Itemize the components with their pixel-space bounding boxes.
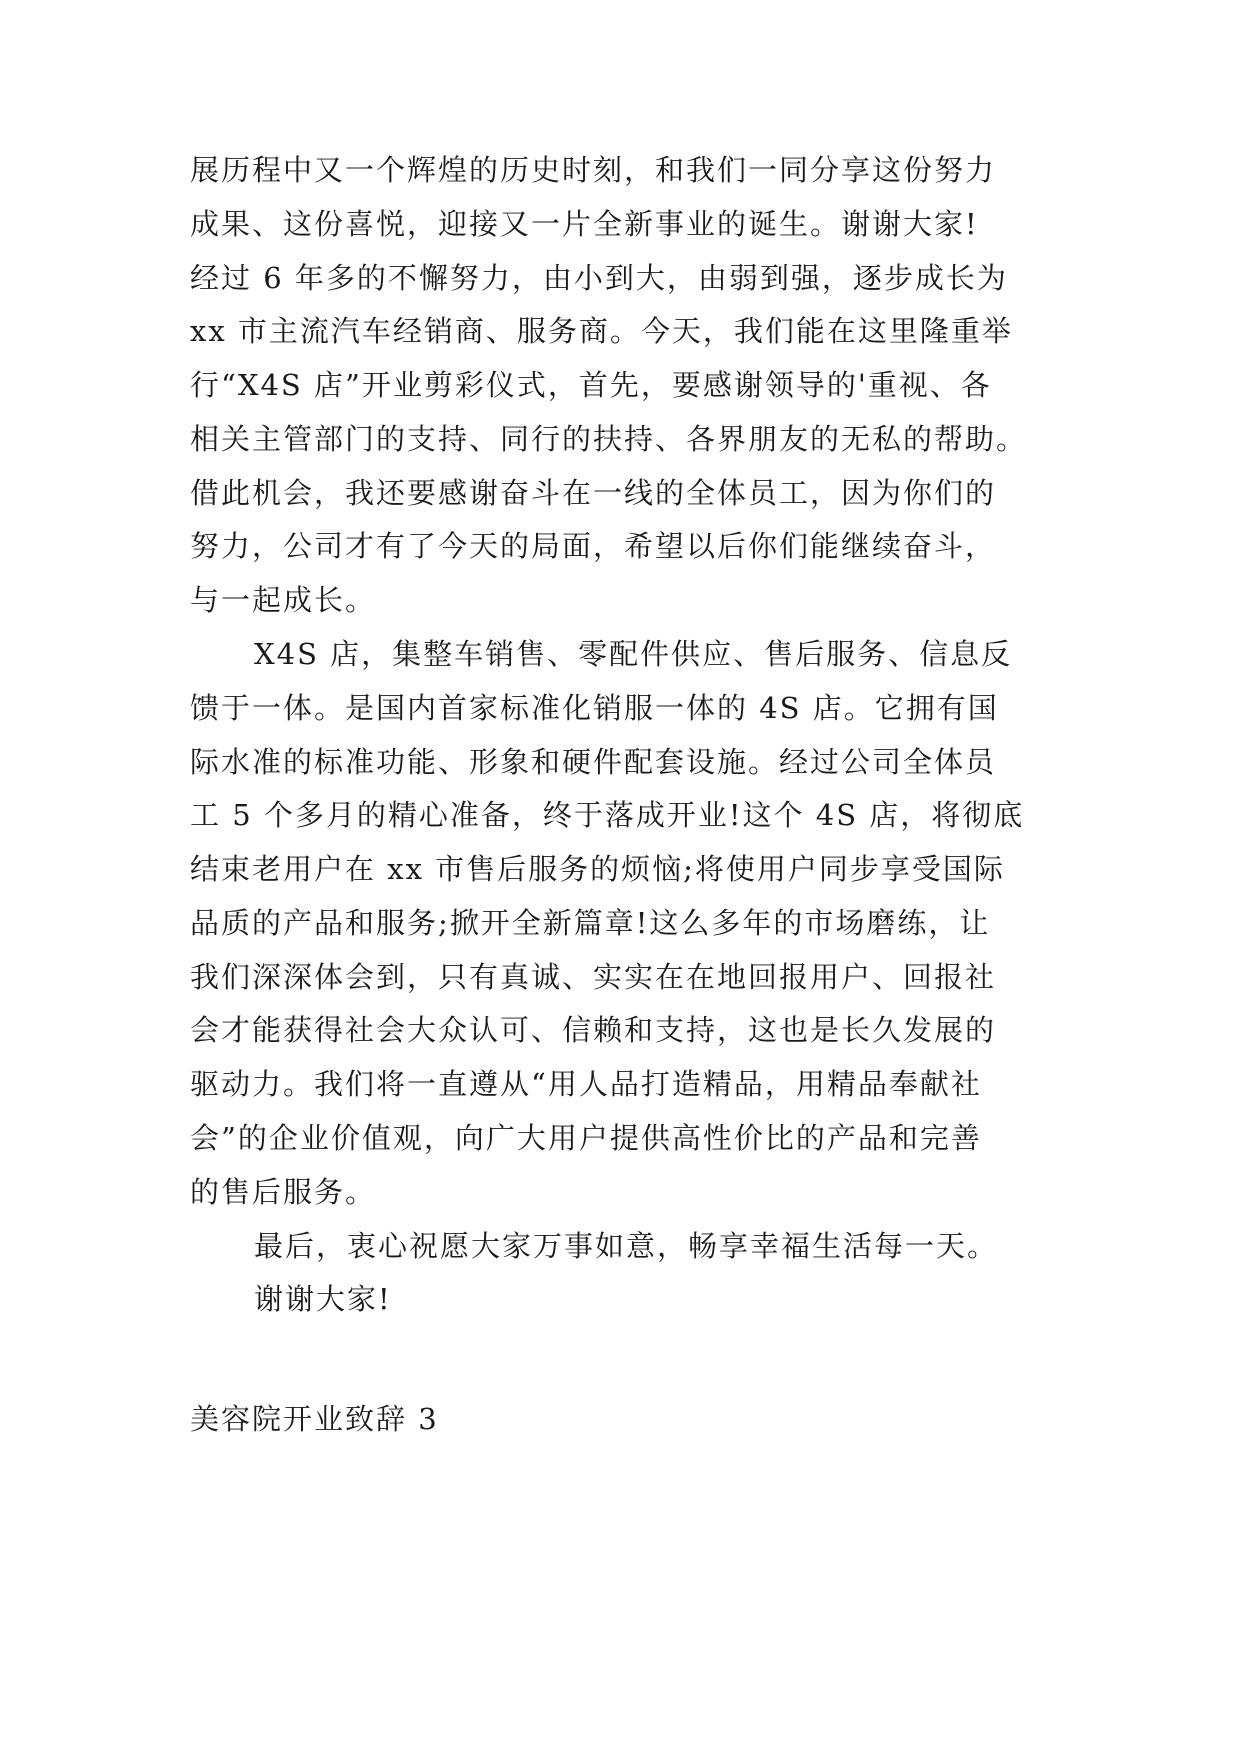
section-heading: 美容院开业致辞 3 <box>190 1402 439 1436</box>
text-line: 工 5 个多月的精心准备，终于落成开业!这个 4S 店，将彻底 <box>190 798 1025 832</box>
text-line: 经过 6 年多的不懈努力，由小到大，由弱到强，逐步成长为 <box>190 261 1008 295</box>
text-line: 展历程中又一个辉煌的历史时刻，和我们一同分享这份努力 <box>190 153 997 187</box>
text-line: 品质的产品和服务;掀开全新篇章!这么多年的市场磨练，让 <box>190 906 991 940</box>
text-line: 努力，公司才有了今天的局面，希望以后你们能继续奋斗， <box>190 529 997 563</box>
text-line: 的售后服务。 <box>190 1175 377 1209</box>
text-line: 与一起成长。 <box>190 583 377 617</box>
text-line: 最后，衷心祝愿大家万事如意，畅享幸福生活每一天。 <box>254 1229 999 1263</box>
text-line: 馈于一体。是国内首家标准化销服一体的 4S 店。它拥有国 <box>190 691 999 725</box>
text-line: 借此机会，我还要感谢奋斗在一线的全体员工，因为你们的 <box>190 476 997 510</box>
text-line: 我们深深体会到，只有真诚、实实在在地回报用户、回报社 <box>190 960 997 994</box>
text-line: 驱动力。我们将一直遵从“用人品打造精品，用精品奉献社 <box>190 1067 982 1101</box>
text-line: 结束老用户在 xx 市售后服务的烦恼;将使用户同步享受国际 <box>190 852 1005 886</box>
text-line: X4S 店，集整车销售、零配件供应、售后服务、信息反 <box>254 637 1013 671</box>
text-line: 谢谢大家! <box>254 1282 392 1316</box>
text-line: 会才能获得社会大众认可、信赖和支持，这也是长久发展的 <box>190 1013 997 1047</box>
text-line: xx 市主流汽车经销商、服务商。今天，我们能在这里隆重举 <box>190 314 1013 348</box>
text-line: 成果、这份喜悦，迎接又一片全新事业的诞生。谢谢大家! <box>190 207 979 241</box>
text-line: 际水准的标准功能、形象和硬件配套设施。经过公司全体员 <box>190 745 997 779</box>
text-line: 行“X4S 店”开业剪彩仪式，首先，要感谢领导的'重视、各 <box>190 368 992 402</box>
text-line: 会”的企业价值观，向广大用户提供高性价比的产品和完善 <box>190 1121 982 1155</box>
text-line: 相关主管部门的支持、同行的扶持、各界朋友的无私的帮助。 <box>190 422 1028 456</box>
